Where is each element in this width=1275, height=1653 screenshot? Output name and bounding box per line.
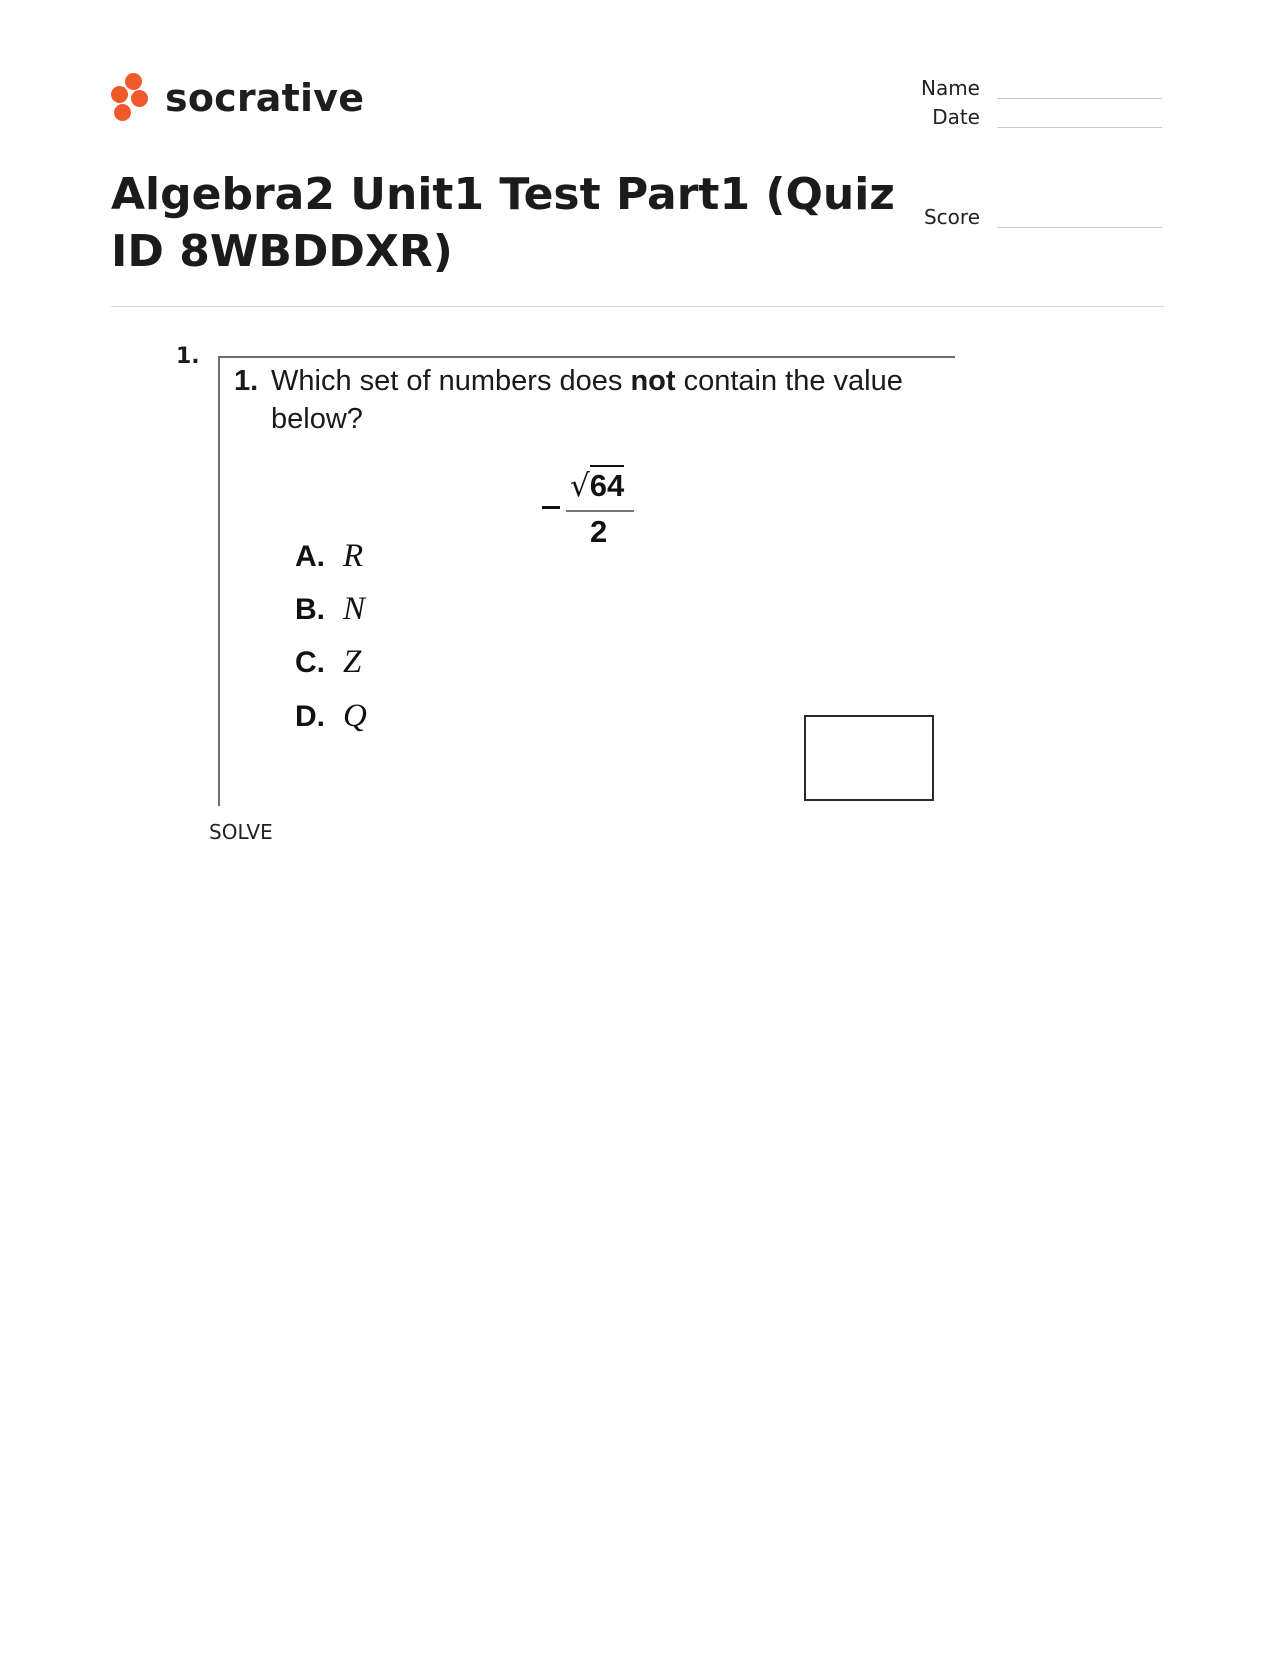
date-field[interactable] [902, 105, 1162, 131]
negative-sign [542, 506, 560, 509]
choice-value: R [343, 538, 364, 574]
question-text-emphasis: not [630, 365, 676, 397]
choice-c [295, 644, 361, 684]
choice-value: N [343, 591, 366, 627]
question-image-number: 1. [234, 365, 259, 397]
score-label: Score [923, 205, 980, 229]
question-text-before: Which set of numbers does [271, 365, 623, 397]
math-expression [542, 468, 642, 558]
choice-b [295, 591, 365, 631]
choice-letter: B. [295, 593, 325, 626]
choice-letter: D. [295, 700, 325, 733]
choice-value: Z [343, 644, 362, 680]
question-text-after: contain the value [683, 365, 903, 397]
question-number: 1. [176, 344, 200, 369]
choice-value: Q [343, 698, 367, 734]
fraction-numerator [570, 468, 624, 504]
socrative-logo [111, 72, 364, 124]
radicand: 64 [590, 465, 624, 503]
logo-wordmark: socrative [165, 76, 365, 120]
choice-letter: C. [295, 646, 325, 679]
choice-d [295, 698, 367, 738]
square-root-icon: √ [570, 468, 590, 504]
date-line [997, 127, 1162, 128]
question-text-line2: below? [271, 403, 363, 435]
score-line [997, 227, 1162, 228]
question-prompt [234, 362, 944, 438]
header-divider [111, 306, 1164, 307]
page-title: Algebra2 Unit1 Test Part1 (Quiz ID 8WBDDXR) [111, 169, 895, 277]
choice-a [295, 538, 363, 578]
score-field[interactable] [902, 205, 1162, 231]
answer-box[interactable] [804, 715, 934, 801]
name-field[interactable] [902, 76, 1162, 102]
solve-label: SOLVE [209, 820, 273, 844]
fraction-bar [566, 510, 634, 512]
fraction-denominator: 2 [590, 514, 608, 549]
question-image [218, 356, 955, 806]
date-label: Date [932, 105, 980, 129]
name-label: Name [920, 76, 980, 100]
choice-letter: A. [295, 540, 325, 573]
logo-hexagon-icon [111, 73, 151, 123]
name-line [997, 98, 1162, 99]
